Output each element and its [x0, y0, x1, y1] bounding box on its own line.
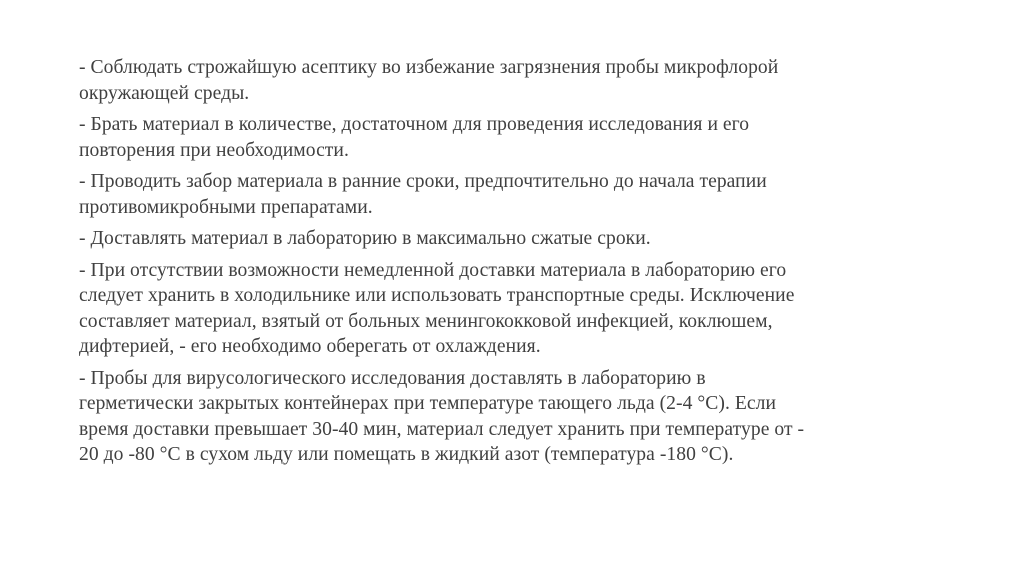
- slide-body: [79, 55, 959, 474]
- paragraph-delivery: - Доставлять материал в лабораторию в максимально сжатые сроки.: [79, 228, 651, 249]
- paragraph-storage: - При отсутствии возможности немедленной доставки материала в лабораторию его следует хранить в холодильнике или использовать транспортные среды. Исключение составляет материал, взятый от больных менингококковой инфекцией, коклюшем, дифтерией, - его необходимо оберегать от охлаждения.: [79, 259, 795, 357]
- paragraph-quantity: - Брать материал в количестве, достаточном для проведения исследования и его повторения при необходимости.: [79, 114, 750, 161]
- paragraph-virology: - Пробы для вирусологического исследования доставлять в лабораторию в герметически закрытых контейнерах при температуре тающего льда (2-4 °С). Если время доставки превышает 30-40 мин, материал следует хранить при температуре от - 20 до -80 °С в сухом льду или помещать в жидкий азот (температура -180 °С).: [79, 367, 805, 465]
- paragraph-asepsis: - Соблюдать строжайшую асептику во избежание загрязнения пробы микрофлорой окружающей среды.: [79, 57, 779, 104]
- paragraph-early-sampling: - Проводить забор материала в ранние сроки, предпочтительно до начала терапии противомикробными препаратами.: [79, 171, 767, 218]
